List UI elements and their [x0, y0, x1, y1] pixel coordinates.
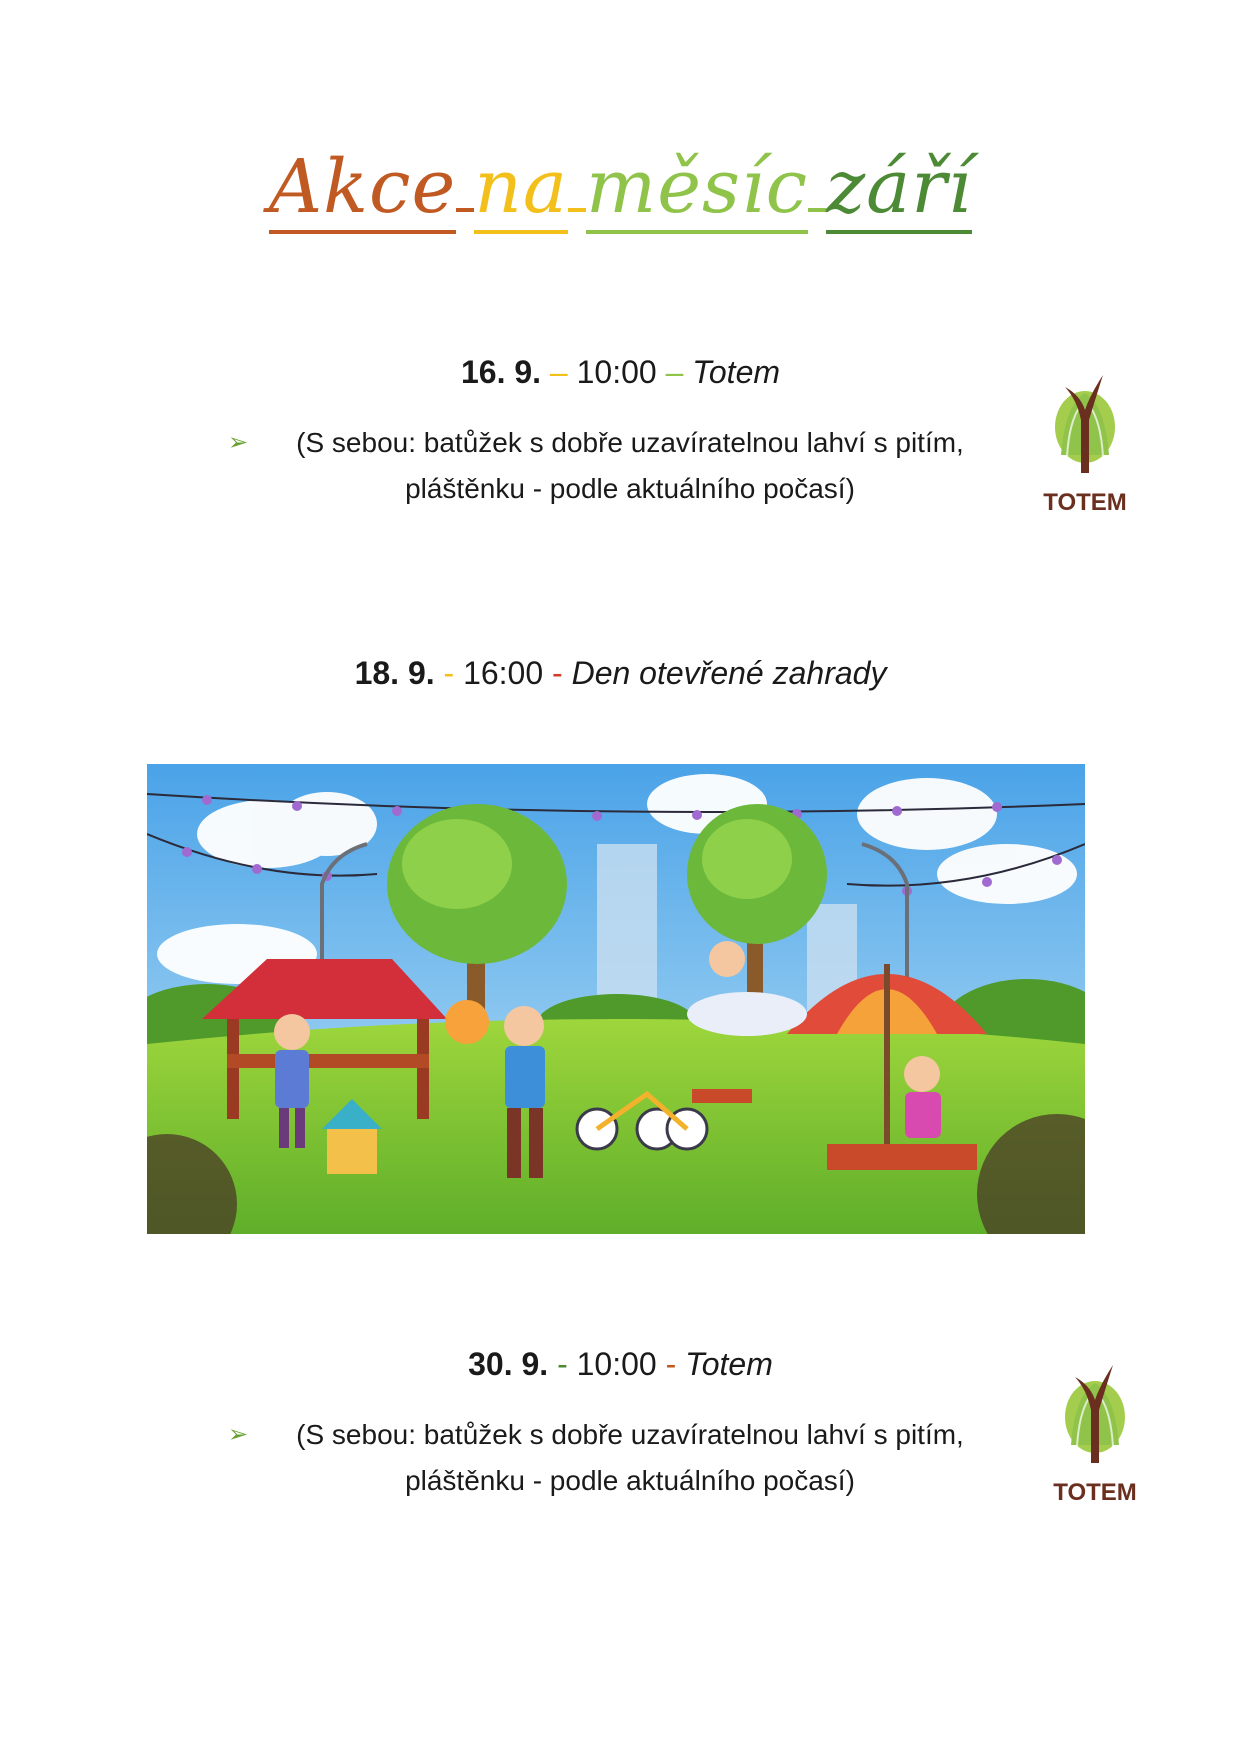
- event-place: Den otevřené zahrady: [571, 655, 887, 691]
- event-heading: [0, 655, 1241, 692]
- event-time: 10:00: [576, 354, 657, 390]
- event-separator: –: [549, 354, 568, 390]
- title-word-mesic: měsíc: [586, 150, 808, 234]
- event-separator: –: [665, 354, 684, 390]
- event-date: 16. 9.: [460, 354, 542, 390]
- tree-icon: [1065, 1365, 1125, 1463]
- event-time: 16:00: [463, 655, 544, 691]
- event-separator: -: [557, 1346, 568, 1382]
- event-date: 18. 9.: [354, 655, 435, 691]
- event-note-line: (S sebou: batůžek s dobře uzavíratelnou lahví s pitím,: [296, 427, 964, 458]
- totem-logo: [1025, 365, 1155, 515]
- event-place: Totem: [692, 354, 781, 390]
- arrow-bullet-icon: ➢: [228, 429, 249, 456]
- event-separator: -: [443, 655, 455, 691]
- title-word-akce: Akce: [269, 150, 457, 234]
- event-time: 10:00: [576, 1346, 657, 1382]
- event-note: [228, 1412, 990, 1504]
- playground-illustration: [147, 764, 1085, 1234]
- logo-name: TOTEM: [1053, 1479, 1137, 1505]
- event-separator: -: [552, 655, 563, 691]
- arrow-bullet-icon: ➢: [228, 1421, 249, 1448]
- event-separator: -: [665, 1346, 677, 1382]
- event-note-line: (S sebou: batůžek s dobře uzavíratelnou lahví s pitím,: [296, 1419, 964, 1450]
- event-date: 30. 9.: [468, 1346, 549, 1382]
- tree-icon: [1055, 375, 1115, 473]
- title-word-na: na: [474, 150, 568, 234]
- event-note: [228, 420, 990, 512]
- event-note-line: pláštěnku - podle aktuálního počasí): [405, 1465, 855, 1496]
- totem-logo: [1035, 1355, 1165, 1505]
- title-word-zari: září: [826, 150, 972, 234]
- logo-name: TOTEM: [1043, 489, 1127, 515]
- page-title: [0, 144, 1241, 234]
- event-place: Totem: [685, 1346, 773, 1382]
- event-note-line: pláštěnku - podle aktuálního počasí): [405, 473, 855, 504]
